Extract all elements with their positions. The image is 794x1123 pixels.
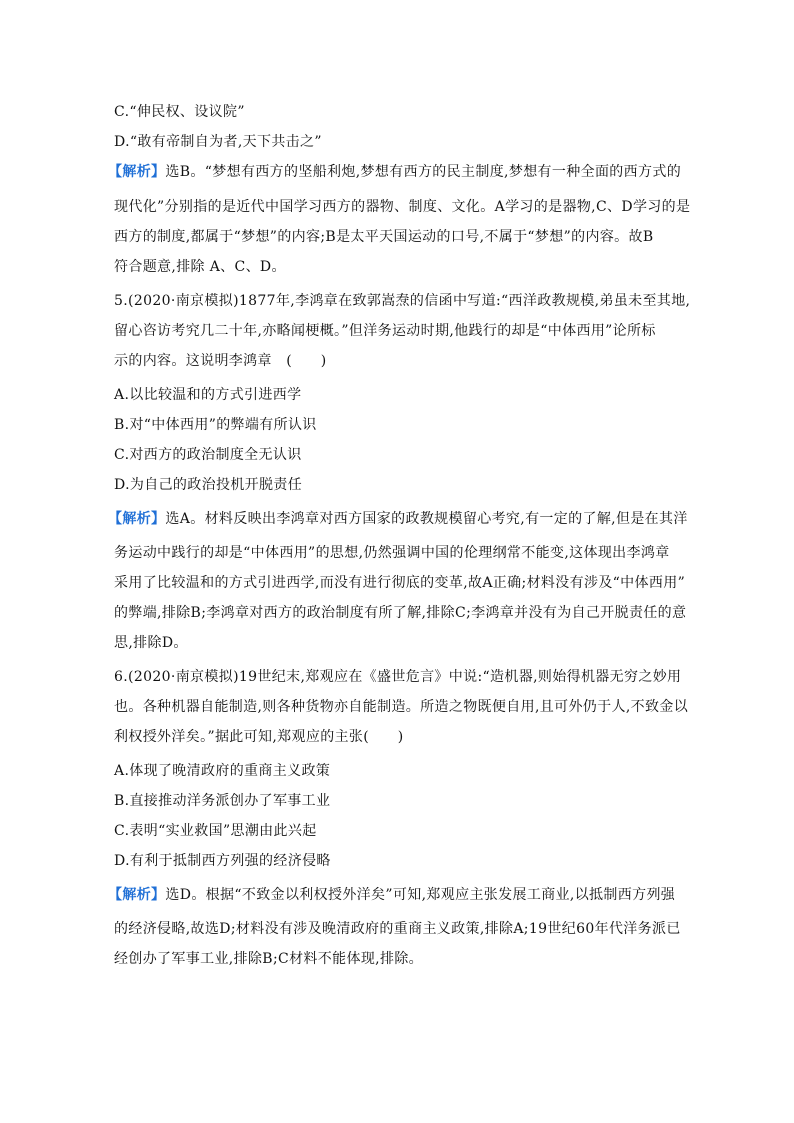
- q5-stem-line-1: 5.(2020·南京模拟)1877年,李鸿章在致郭嵩焘的信函中写道:“西洋政教规模,弟虽未至其地,: [114, 293, 691, 309]
- q5-analysis-text-1: 选A。材料反映出李鸿章对西方国家的政教规模留心考究,有一定的了解,但是在其洋: [165, 511, 688, 527]
- q6-option-d: D.有利于抵制西方列强的经济侵略: [114, 853, 331, 869]
- q4-analysis-line-4: 符合题意,排除 A、C、D。: [114, 259, 286, 275]
- q5-option-c: C.对西方的政治制度全无认识: [114, 447, 302, 463]
- q6-stem-line-3: 利权授外洋矣。”据此可知,郑观应的主张( ): [114, 729, 404, 745]
- q5-analysis-line-4: 的弊端,排除B;李鸿章对西方的政治制度有所了解,排除C;李鸿章并没有为自己开脱责任的意: [114, 605, 687, 621]
- q6-stem-line-2: 也。各种机器自能制造,则各种货物亦自能制造。所造之物既便自用,且可外仍于人,不致金以: [114, 699, 689, 715]
- q5-option-b: B.对“中体西用”的弊端有所认识: [114, 417, 317, 433]
- q6-analysis-line-1: [108, 887, 678, 903]
- q4-option-c: C.“伸民权、设议院”: [114, 104, 245, 120]
- q6-analysis-line-2: 的经济侵略,故选D;材料没有涉及晚清政府的重商主义政策,排除A;19世纪60年代洋务派已: [114, 921, 681, 937]
- q5-analysis-line-1: [108, 511, 688, 527]
- q5-analysis-line-5: 思,排除D。: [114, 635, 188, 651]
- q5-analysis-line-2: 务运动中践行的却是“中体西用”的思想,仍然强调中国的伦理纲常不能变,这体现出李鸿章: [114, 545, 670, 561]
- q4-analysis-line-3: 西方的制度,都属于“梦想”的内容;B是太平天国运动的口号,不属于“梦想”的内容。故B: [114, 229, 654, 245]
- q5-option-d: D.为自己的政治投机开脱责任: [114, 477, 303, 493]
- q6-option-c: C.表明“实业救国”思潮由此兴起: [114, 823, 317, 839]
- q4-analysis-text-1: 选B。“梦想有西方的坚船利炮,梦想有西方的民主制度,梦想有一种全面的西方式的: [165, 164, 682, 180]
- analysis-tag: 【解析】: [108, 511, 166, 527]
- q4-analysis-line-2: 现代化”分别指的是近代中国学习西方的器物、制度、文化。A学习的是器物,C、D学习的是: [114, 199, 691, 215]
- q6-stem-line-1: 6.(2020·南京模拟)19世纪末,郑观应在《盛世危言》中说:“造机器,则始得机器无穷之妙用: [114, 669, 682, 685]
- q5-stem-line-2: 留心咨访考究几二十年,亦略闻梗概。”但洋务运动时期,他践行的却是“中体西用”论所标: [114, 323, 656, 339]
- q6-analysis-text-1: 选D。根据“不致金以利权授外洋矣”可知,郑观应主张发展工商业,以抵制西方列强: [165, 887, 676, 903]
- q6-analysis-line-3: 经创办了军事工业,排除B;C材料不能体现,排除。: [114, 951, 424, 967]
- q5-stem-line-3: 示的内容。这说明李鸿章 ( ): [114, 353, 327, 369]
- analysis-tag: 【解析】: [108, 164, 166, 180]
- q5-analysis-line-3: 采用了比较温和的方式引进西学,而没有进行彻底的变革,故A正确;材料没有涉及“中体西用”: [114, 575, 686, 591]
- q4-option-d: D.“敢有帝制自为者,天下共击之”: [114, 134, 322, 150]
- analysis-tag: 【解析】: [108, 887, 166, 903]
- q4-analysis-line-1: [108, 164, 682, 180]
- q6-option-a: A.体现了晚清政府的重商主义政策: [114, 763, 331, 779]
- q5-option-a: A.以比较温和的方式引进西学: [114, 387, 302, 403]
- q6-option-b: B.直接推动洋务派创办了军事工业: [114, 793, 331, 809]
